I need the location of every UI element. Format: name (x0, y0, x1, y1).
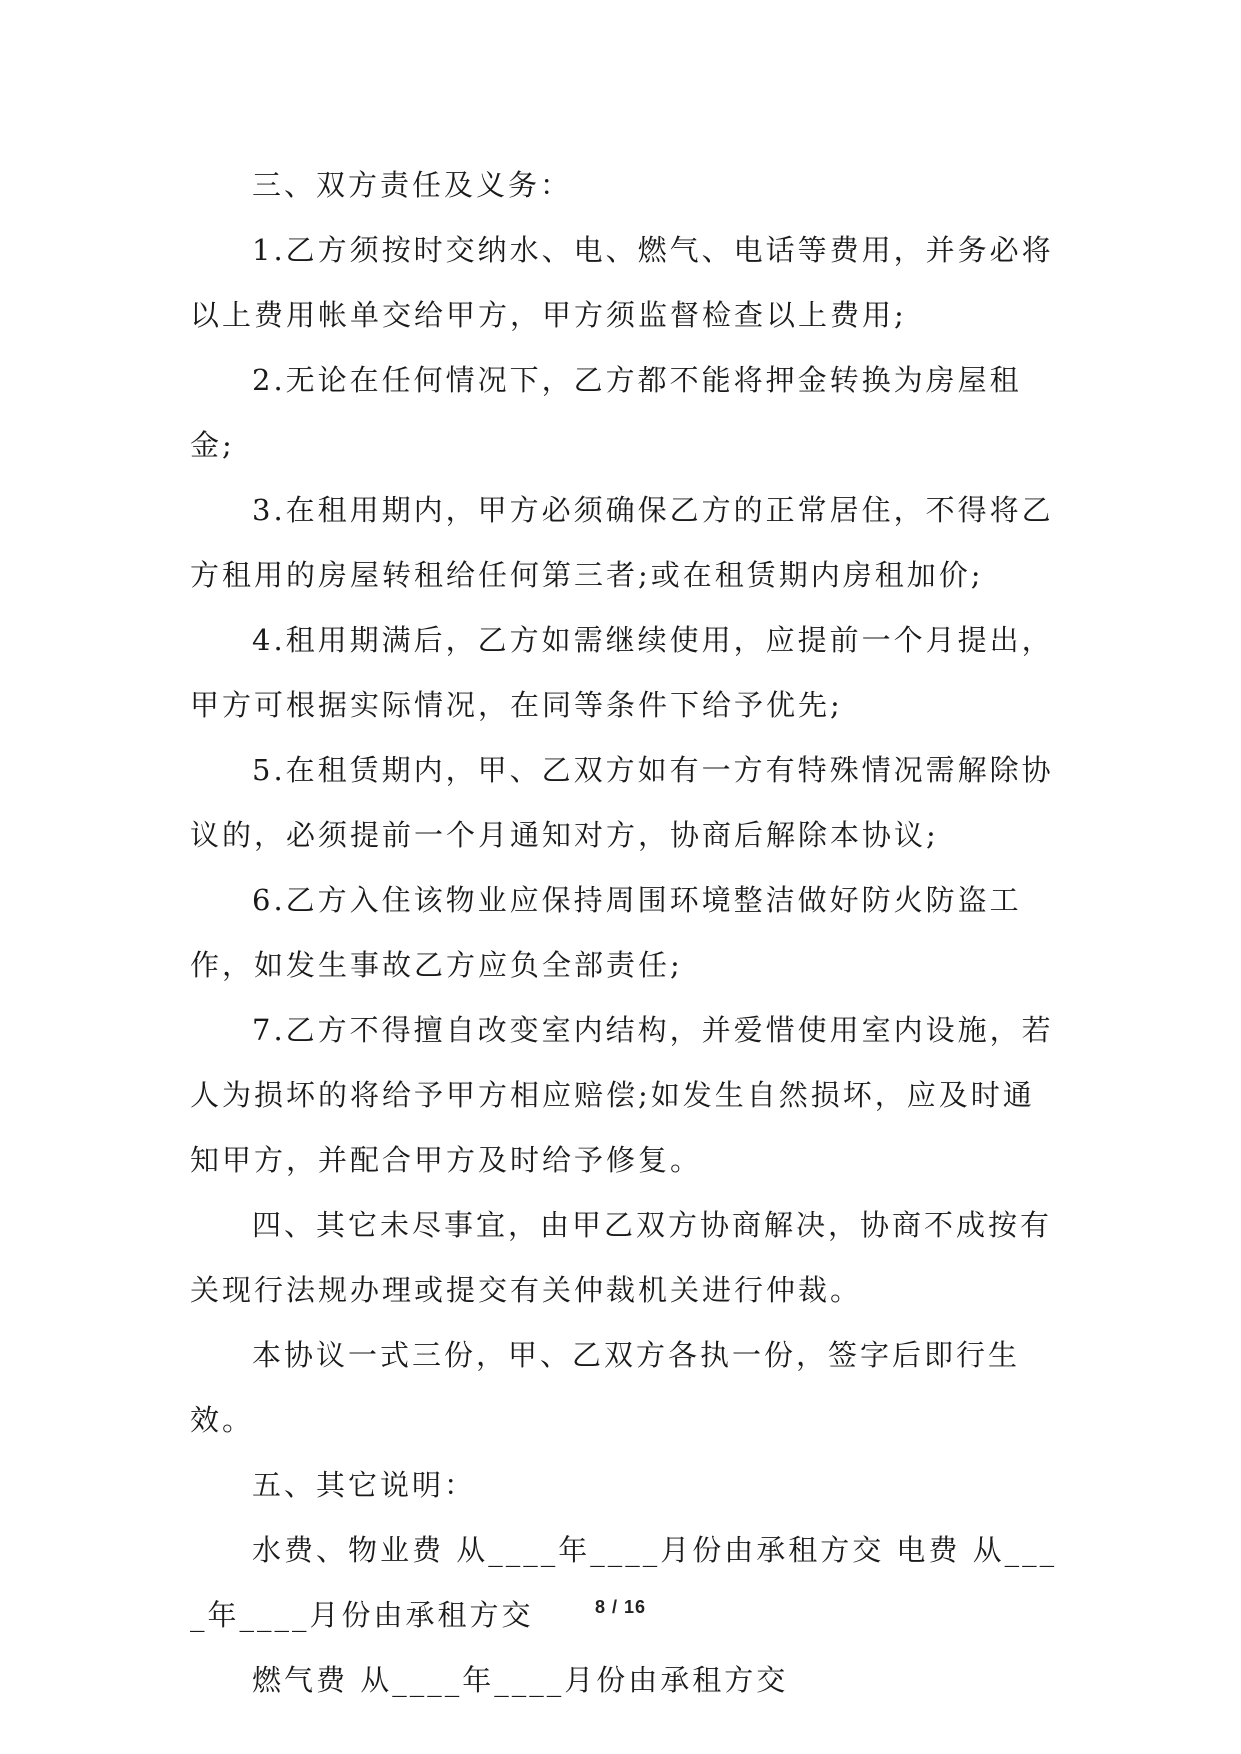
clause-3: 3.在租用期内，甲方必须确保乙方的正常居住，不得将乙方租用的房屋转租给任何第三者;或在租赁期内房租加价; (190, 493, 1054, 592)
clause-5: 5.在租赁期内，甲、乙双方如有一方有特殊情况需解除协议的，必须提前一个月通知对方，协商后解除本协议; (190, 753, 1054, 852)
section-heading-notes: 五、其它说明： (252, 1468, 477, 1502)
clause-6: 6.乙方入住该物业应保持周围环境整洁做好防火防盗工作，如发生事故乙方应负全部责任; (190, 883, 1022, 982)
fee-note-water-property-electricity: 水费、物业费 从____年____月份由承租方交 电费 从____年____月份由承租方交 (190, 1533, 1058, 1632)
page-number: 8 / 16 (594, 1597, 647, 1617)
clause-4: 4.租用期满后，乙方如需继续使用，应提前一个月提出，甲方可根据实际情况，在同等条件下给予优先; (190, 623, 1054, 722)
section-other-matters: 四、其它未尽事宜，由甲乙双方协商解决，协商不成按有关现行法规办理或提交有关仲裁机关进行仲裁。 (190, 1208, 1053, 1307)
clause-2: 2.无论在任何情况下，乙方都不能将押金转换为房屋租金; (190, 363, 1022, 462)
fee-note-gas: 燃气费 从____年____月份由承租方交 (252, 1663, 789, 1697)
clause-7: 7.乙方不得擅自改变室内结构，并爱惜使用室内设施，若人为损坏的将给予甲方相应赔偿;如发生自然损坏，应及时通知甲方，并配合甲方及时给予修复。 (190, 1013, 1054, 1177)
document-body (190, 153, 1060, 1713)
clause-1: 1.乙方须按时交纳水、电、燃气、电话等费用，并务必将以上费用帐单交给甲方，甲方须监督检查以上费用; (190, 233, 1054, 332)
copies-statement: 本协议一式三份，甲、乙双方各执一份，签字后即行生效。 (190, 1338, 1021, 1437)
section-heading-responsibilities: 三、双方责任及义务： (252, 168, 573, 202)
